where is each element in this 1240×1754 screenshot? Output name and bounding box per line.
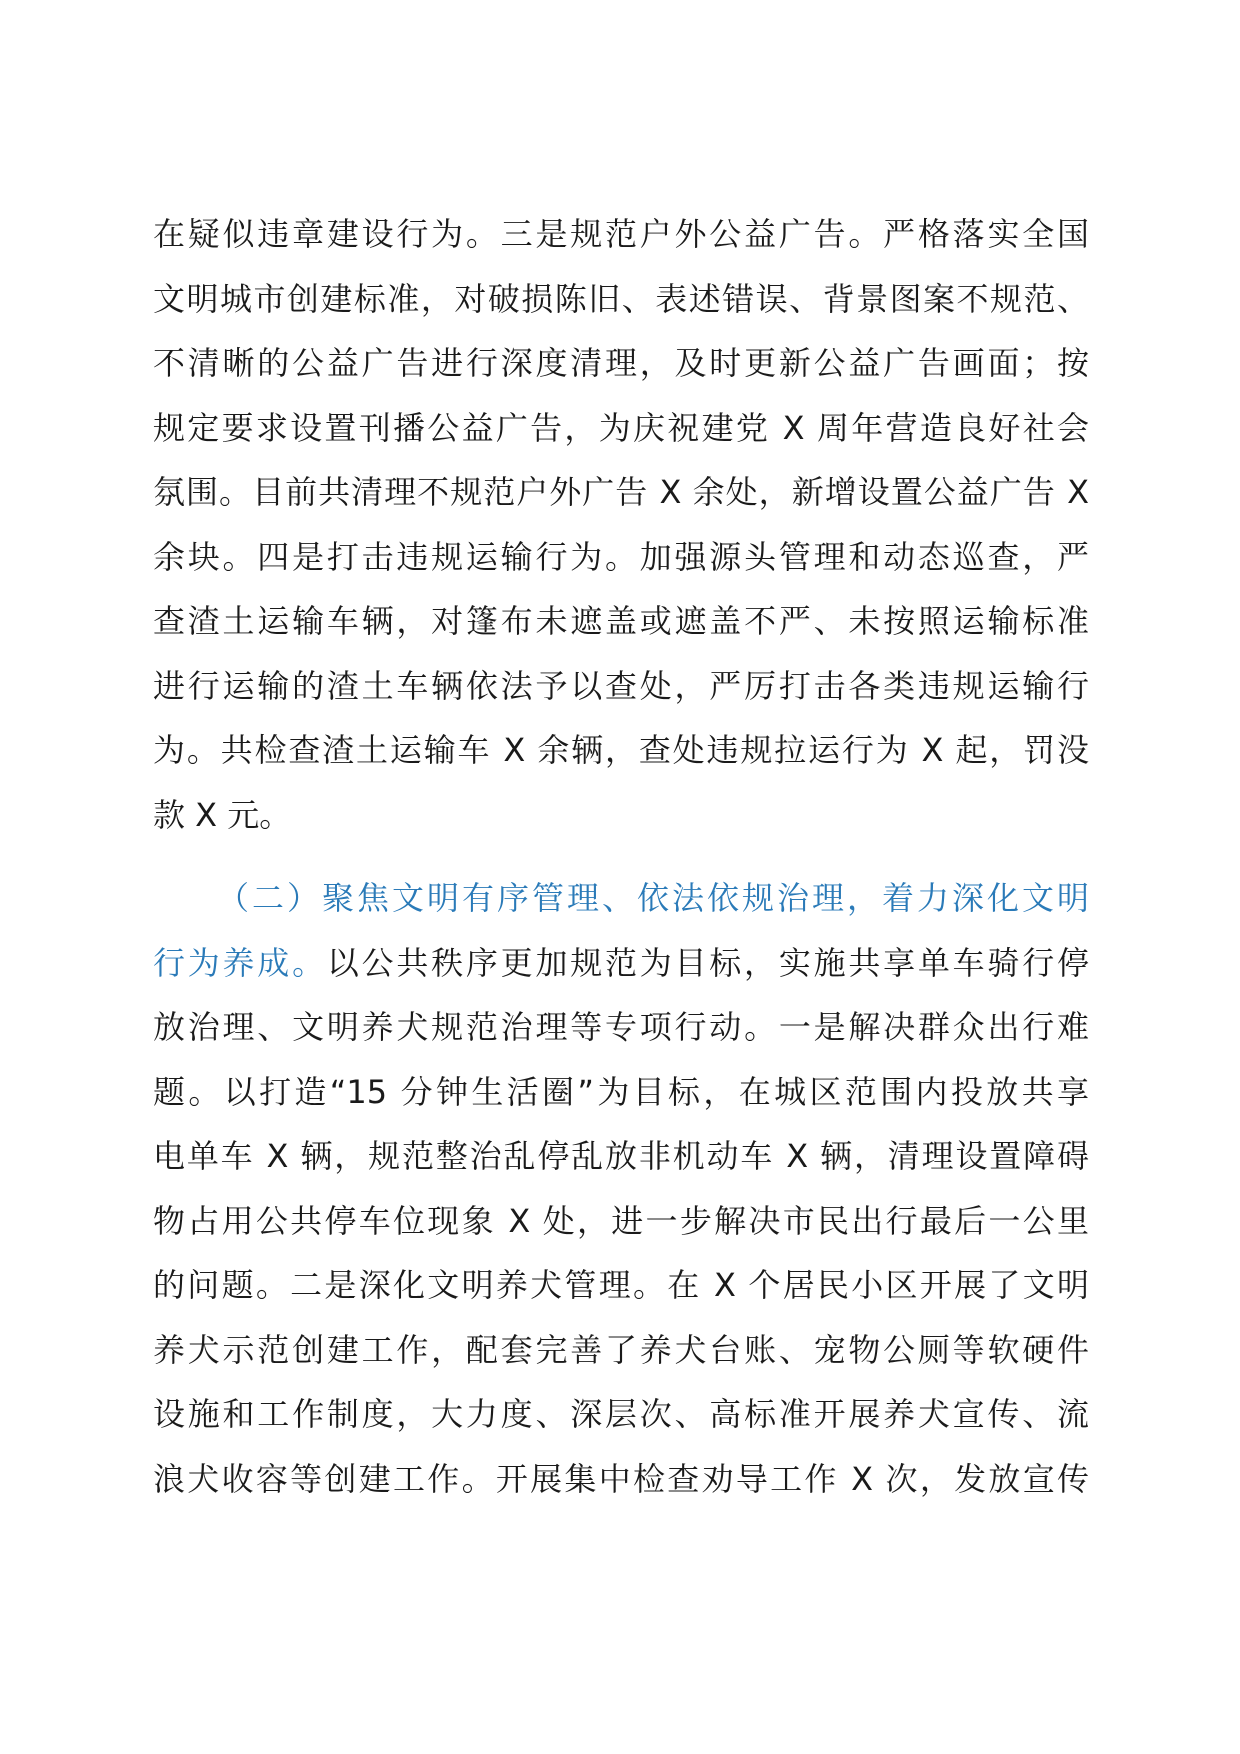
paragraph-line: 在疑似违章建设行为。三是规范户外公益广告。严格落实全国 — [153, 215, 1089, 253]
paragraph-line: 浪犬收容等创建工作。开展集中检查劝导工作 X 次，发放宣传 — [153, 1459, 1089, 1498]
paragraph-line: 养犬示范创建工作，配套完善了养犬台账、宠物公厕等软硬件 — [153, 1330, 1089, 1369]
paragraph-line: 放治理、文明养犬规范治理等专项行动。一是解决群众出行难 — [153, 1008, 1089, 1046]
paragraph-line: 文明城市创建标准，对破损陈旧、表述错误、背景图案不规范、 — [153, 279, 1089, 318]
section-heading-continued: 行为养成。 — [153, 943, 327, 982]
paragraph-line: 设施和工作制度，大力度、深层次、高标准开展养犬宣传、流 — [153, 1395, 1089, 1433]
paragraph-line: 物占用公共停车位现象 X 处，进一步解决市民出行最后一公里 — [153, 1201, 1089, 1240]
paragraph-line: 余块。四是打击违规运输行为。加强源头管理和动态巡查，严 — [153, 537, 1089, 576]
paragraph-line: 不清晰的公益广告进行深度清理，及时更新公益广告画面；按 — [153, 344, 1089, 382]
paragraph-line: 款 X 元。 — [153, 795, 292, 834]
section-heading: （二）聚焦文明有序管理、依法依规治理，着力深化文明 — [217, 879, 1089, 917]
paragraph-line: 为。共检查渣土运输车 X 余辆，查处违规拉运行为 X 起，罚没 — [153, 731, 1089, 769]
paragraph-line: 规定要求设置刊播公益广告，为庆祝建党 X 周年营造良好社会 — [153, 408, 1089, 447]
paragraph-line: 氛围。目前共清理不规范户外广告 X 余处，新增设置公益广告 X — [153, 473, 1089, 511]
paragraph-line — [153, 931, 1089, 996]
paragraph-line: 进行运输的渣土车辆依法予以查处，严厉打击各类违规运输行 — [153, 666, 1089, 705]
paragraph-line: 查渣土运输车辆，对篷布未遮盖或遮盖不严、未按照运输标准 — [153, 602, 1089, 640]
paragraph-1 — [153, 202, 1089, 847]
paragraph-line: 的问题。二是深化文明养犬管理。在 X 个居民小区开展了文明 — [153, 1266, 1089, 1304]
paragraph-line: 电单车 X 辆，规范整治乱停乱放非机动车 X 辆，清理设置障碍 — [153, 1137, 1089, 1175]
paragraph-line-text: 以公共秩序更加规范为目标，实施共享单车骑行停 — [326, 943, 1089, 982]
paragraph-2 — [153, 866, 1089, 1511]
paragraph-line: 题。以打造“15 分钟生活圈”为目标，在城区范围内投放共享 — [153, 1072, 1089, 1111]
